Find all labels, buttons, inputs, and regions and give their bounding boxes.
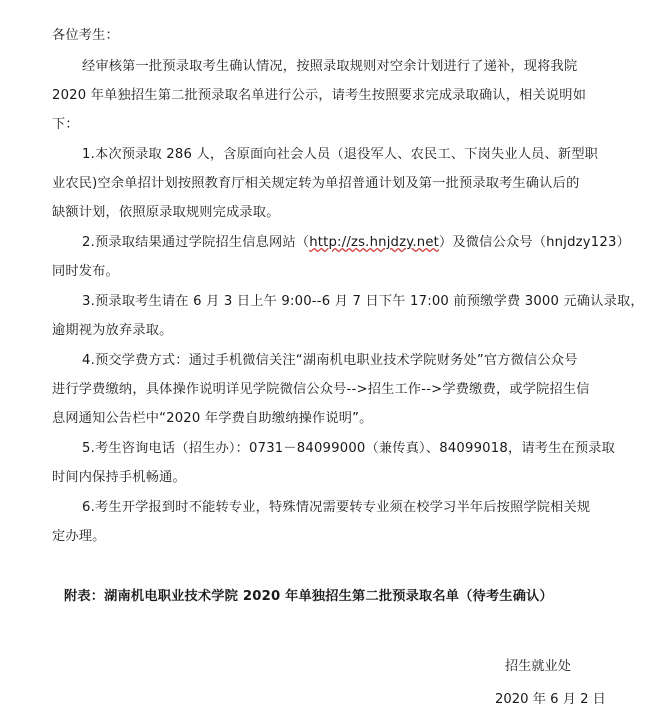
item-5-line-1: 5.考生咨询电话（招生办）：0731－84099000（兼传真）、84099018，请考生在预录取: [82, 441, 616, 456]
item-1-line-3: 缺额计划，依照原录取规则完成录取。: [52, 205, 280, 220]
item-2-line-1: [82, 233, 630, 253]
intro-line-1: 经审核第一批预录取考生确认情况，按照录取规则对空余计划进行了递补，现将我院: [82, 59, 578, 74]
item-6-line-1: 6.考生开学报到时不能转专业，特殊情况需要转专业须在校学习半年后按照学院相关规: [82, 500, 591, 515]
signature-date: 2020 年 6 月 2 日: [495, 692, 606, 707]
item-4-line-3: 息网通知公告栏中“2020 年学费自助缴纳操作说明”。: [52, 411, 373, 426]
item-2-line-2: 同时发布。: [52, 264, 119, 279]
greeting: 各位考生：: [52, 28, 119, 43]
item-4-line-1: 4.预交学费方式：通过手机微信关注“湖南机电职业技术学院财务处”官方微信公众号: [82, 353, 578, 368]
item-1-line-1: 1.本次预录取 286 人，含原面向社会人员（退役军人、农民工、下岗失业人员、新型职: [82, 147, 599, 162]
item-1-line-2: 业农民)空余单招计划按照教育厅相关规定转为单招普通计划及第一批预录取考生确认后的: [52, 176, 580, 191]
admissions-website-link[interactable]: http://zs.hnjdzy.net: [309, 235, 440, 250]
signature-office: 招生就业处: [505, 659, 571, 674]
item-3-line-1: 3.预录取考生请在 6 月 3 日上午 9:00--6 月 7 日下午 17:00 前预缴学费 3000 元确认录取，: [82, 294, 644, 309]
intro-line-2: 2020 年单独招生第二批预录取名单进行公示，请考生按照要求完成录取确认，相关说明如: [52, 88, 587, 103]
item-3-line-2: 逾期视为放弃录取。: [52, 323, 173, 338]
item-4-line-2: 进行学费缴纳，具体操作说明详见学院微信公众号-->招生工作-->学费缴费，或学院招生信: [52, 382, 590, 397]
item-5-line-2: 时间内保持手机畅通。: [52, 470, 186, 485]
intro-line-3: 下：: [52, 117, 79, 132]
appendix-link[interactable]: 附表：湖南机电职业技术学院 2020 年单独招生第二批预录取名单（待考生确认）: [64, 589, 553, 604]
item-6-line-2: 定办理。: [52, 529, 106, 544]
item-2-text-pre: 2.预录取结果通过学院招生信息网站（: [82, 235, 310, 250]
item-2-text-post: ）及微信公众号（hnjdzy123）: [439, 235, 630, 250]
